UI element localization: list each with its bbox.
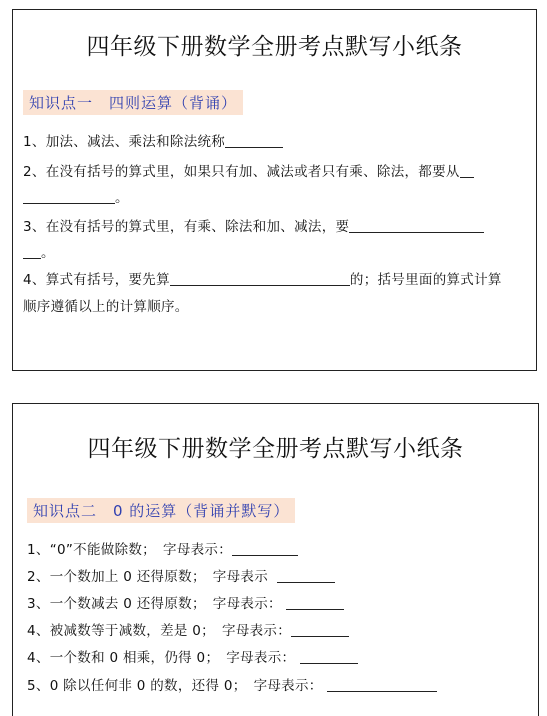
section-heading: 知识点一 四则运算（背诵） bbox=[23, 90, 243, 115]
text-line-5: 4、一个数和 0 相乘，仍得 0； 字母表示： bbox=[27, 646, 358, 666]
text-line-1: 1、加法、减法、乘法和除法统称 bbox=[23, 130, 283, 150]
text-line-3-cont: 。 bbox=[23, 241, 55, 261]
answer-blank bbox=[300, 650, 358, 665]
text-line-1: 1、“0”不能做除数； 字母表示： bbox=[27, 538, 298, 558]
text-line-4: 4、被减数等于减数，差是 0； 字母表示： bbox=[27, 619, 349, 639]
section-heading: 知识点二 0 的运算（背诵并默写） bbox=[27, 498, 295, 523]
text-line-4: 4、算式有括号，要先算 的；括号里面的算式计算 bbox=[23, 272, 502, 288]
answer-blank bbox=[23, 190, 115, 205]
text-line-4-cont: 顺序遵循以上的计算顺序。 bbox=[23, 299, 189, 315]
card-title: 四年级下册数学全册考点默写小纸条 bbox=[87, 436, 464, 462]
text-line-6: 5、0 除以任何非 0 的数，还得 0； 字母表示： bbox=[27, 674, 437, 694]
text-line-2: 2、在没有括号的算式里，如果只有加、减法或者只有乘、除法，都要从 bbox=[23, 160, 474, 180]
answer-blank bbox=[170, 272, 350, 287]
answer-blank bbox=[286, 596, 344, 611]
answer-blank bbox=[23, 245, 41, 260]
answer-blank bbox=[232, 542, 298, 557]
text-line-2: 2、一个数加上 0 还得原数； 字母表示 bbox=[27, 565, 335, 585]
answer-blank bbox=[460, 164, 474, 179]
answer-blank bbox=[225, 134, 283, 149]
answer-blank bbox=[277, 569, 335, 584]
text-line-2-cont: 。 bbox=[23, 186, 129, 206]
text-line-3: 3、一个数减去 0 还得原数； 字母表示： bbox=[27, 592, 344, 612]
answer-blank bbox=[291, 623, 349, 638]
text-line-3: 3、在没有括号的算式里，有乘、除法和加、减法，要 bbox=[23, 215, 484, 235]
answer-blank bbox=[349, 219, 484, 234]
note-card-1 bbox=[12, 9, 537, 371]
card-title: 四年级下册数学全册考点默写小纸条 bbox=[86, 34, 463, 60]
note-card-2 bbox=[12, 403, 539, 716]
answer-blank bbox=[327, 678, 437, 693]
